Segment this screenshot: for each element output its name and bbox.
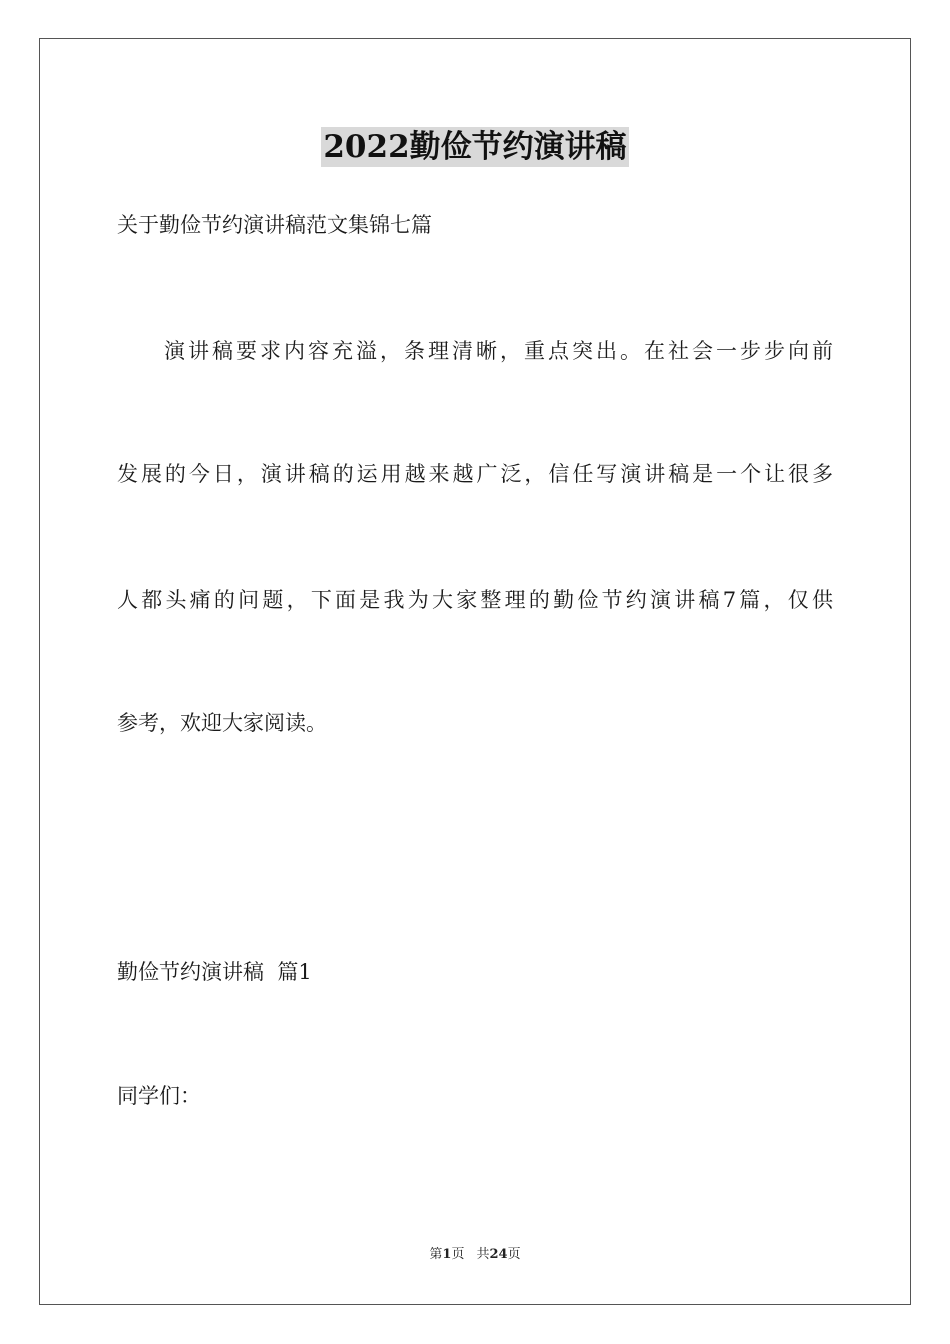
footer-total-pages: 24 (489, 1247, 508, 1262)
footer-page-number: 1 (442, 1247, 452, 1262)
footer-page-prefix: 第 (429, 1247, 443, 1262)
paragraph-line-1: 演讲稿要求内容充溢，条理清晰，重点突出。在社会一步步向前 (164, 339, 833, 363)
paragraph-line-4: 参考，欢迎大家阅读。 (117, 711, 327, 735)
salutation: 同学们： (117, 1084, 201, 1108)
footer-page-suffix: 页 (451, 1247, 465, 1262)
document-title: 2022勤俭节约演讲稿 (323, 129, 627, 165)
document-subtitle: 关于勤俭节约演讲稿范文集锦七篇 (117, 213, 432, 237)
page-footer (0, 1246, 950, 1264)
section-heading: 勤俭节约演讲稿 篇1 (117, 960, 312, 984)
footer-total-suffix: 页 (507, 1247, 521, 1262)
title-container (0, 127, 950, 167)
paragraph-line-3: 人都头痛的问题，下面是我为大家整理的勤俭节约演讲稿7篇，仅供 (117, 588, 833, 612)
paragraph-line-2: 发展的今日，演讲稿的运用越来越广泛，信任写演讲稿是一个让很多 (117, 462, 833, 486)
footer-total-prefix: 共 (476, 1247, 490, 1262)
